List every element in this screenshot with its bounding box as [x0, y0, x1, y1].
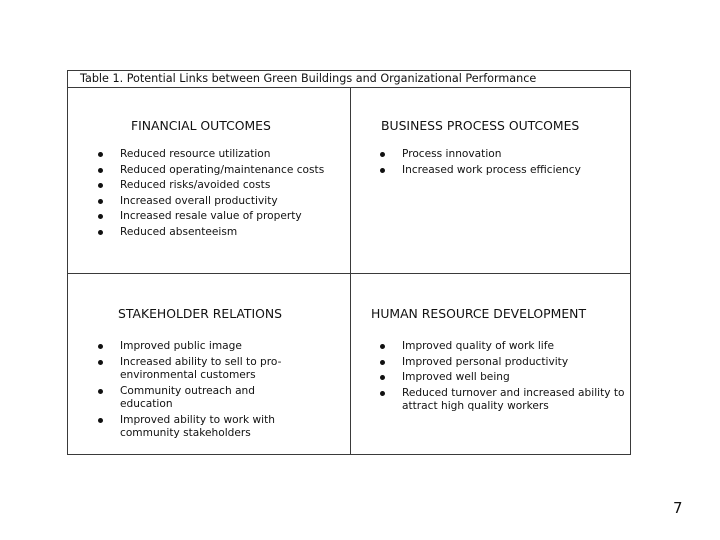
quadrant-title-stakeholder: STAKEHOLDER RELATIONS [118, 306, 283, 321]
bullet-icon [98, 418, 103, 423]
list-item-text: Reduced risks/avoided costs [120, 179, 271, 191]
list-item [377, 340, 627, 354]
stakeholder-bullet-list [95, 340, 305, 441]
list-item-text: Increased resale value of property [120, 210, 302, 222]
list-item-text: Increased overall productivity [120, 194, 278, 207]
bullet-icon [98, 183, 103, 188]
list-item-text: Increased ability to sell to pro-environmental customers [120, 355, 282, 381]
quadrant-financial-outcomes [95, 118, 345, 241]
list-item-text: Improved well being [402, 371, 510, 383]
quadrant-human-resource-development [371, 306, 627, 416]
list-item [377, 148, 627, 162]
bullet-icon [380, 391, 385, 396]
bullet-icon [98, 152, 103, 157]
quadrant-title-business: BUSINESS PROCESS OUTCOMES [381, 118, 580, 133]
list-item-text: Improved personal productivity [402, 355, 569, 368]
list-item-text: Reduced turnover and increased ability to attract high quality workers [402, 386, 625, 412]
list-item-text: Community outreach and education [120, 384, 255, 410]
list-item-text: Process innovation [402, 148, 502, 160]
bullet-icon [380, 344, 385, 349]
quadrant-title-hr: HUMAN RESOURCE DEVELOPMENT [371, 306, 587, 321]
list-item [95, 340, 305, 354]
bullet-icon [98, 199, 103, 204]
bullet-icon [98, 360, 103, 365]
bullet-icon [380, 152, 385, 157]
bullet-icon [98, 230, 103, 235]
table-vertical-divider [350, 88, 351, 454]
list-item [95, 210, 345, 224]
list-item [377, 371, 627, 385]
links-table [67, 70, 631, 455]
bullet-icon [380, 168, 385, 173]
quadrant-stakeholder-relations [95, 306, 345, 443]
list-item [95, 385, 305, 412]
hr-bullet-list [377, 340, 627, 414]
list-item-text: Reduced resource utilization [120, 148, 271, 160]
list-item [377, 356, 627, 370]
bullet-icon [380, 375, 385, 380]
list-item [95, 195, 345, 209]
table-caption: Table 1. Potential Links between Green Buildings and Organizational Performance [68, 71, 630, 88]
bullet-icon [98, 168, 103, 173]
list-item-text: Reduced operating/maintenance costs [120, 163, 325, 176]
list-item-text: Increased work process efficiency [402, 163, 581, 176]
list-item [95, 414, 305, 441]
list-item [95, 179, 345, 193]
table-horizontal-divider [68, 273, 630, 274]
list-item [95, 164, 345, 178]
quadrant-title-financial: FINANCIAL OUTCOMES [131, 118, 271, 133]
bullet-icon [98, 389, 103, 394]
slide-number: 7 [673, 499, 683, 517]
bullet-icon [98, 214, 103, 219]
list-item-text: Reduced absenteeism [120, 225, 238, 238]
list-item [95, 148, 345, 162]
list-item-text: Improved ability to work with community stakeholders [120, 413, 275, 439]
financial-bullet-list [95, 148, 345, 239]
quadrant-business-process-outcomes [377, 118, 627, 179]
list-item [377, 164, 627, 178]
list-item-text: Improved public image [120, 340, 242, 352]
list-item [95, 356, 305, 383]
list-item-text: Improved quality of work life [402, 340, 554, 352]
list-item [377, 387, 627, 414]
business-bullet-list [377, 148, 627, 177]
list-item [95, 226, 345, 240]
bullet-icon [380, 360, 385, 365]
bullet-icon [98, 344, 103, 349]
